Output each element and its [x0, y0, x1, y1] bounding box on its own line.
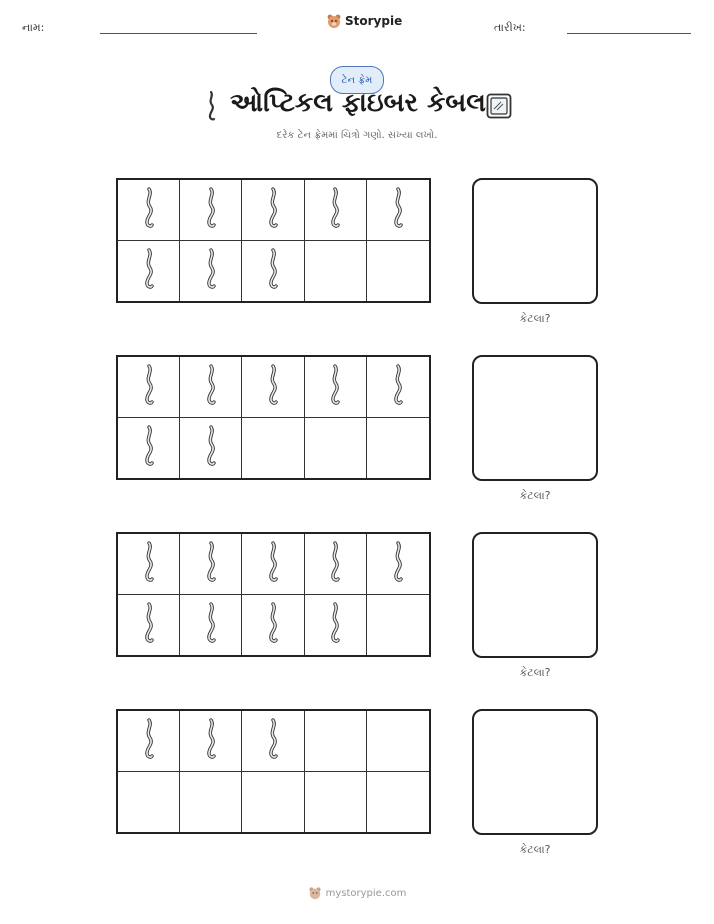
frame-cell [242, 241, 304, 302]
cable-icon [327, 601, 343, 649]
frame-cell [305, 595, 367, 656]
frame-cell [305, 241, 367, 302]
cable-icon [141, 540, 157, 588]
brand-logo [326, 13, 402, 29]
frame-cell [367, 241, 429, 302]
cable-icon [327, 186, 343, 234]
frame-cell [242, 357, 304, 418]
answer-box-2[interactable] [472, 355, 598, 481]
frame-cell [305, 711, 367, 772]
how-many-label-4: કેટલા? [519, 843, 551, 856]
date-line[interactable] [567, 33, 691, 34]
instruction-text: દરેક ટેન ફ્રેમમાં ચિત્રો ગણો. સંખ્યા લખો. [276, 130, 438, 141]
cable-icon [390, 363, 406, 411]
frame-cell [118, 241, 180, 302]
frame-cell [367, 595, 429, 656]
frame-cell [242, 418, 304, 479]
frame-cell [242, 180, 304, 241]
cable-icon [390, 186, 406, 234]
frame-cell [118, 357, 180, 418]
cable-icon [265, 717, 281, 765]
cable-icon [265, 540, 281, 588]
how-many-label-1: કેટલા? [519, 312, 551, 325]
ten-frame-1 [116, 178, 431, 303]
frame-icon [486, 93, 512, 119]
frame-cell [180, 772, 242, 833]
frame-cell [367, 180, 429, 241]
cable-icon [206, 90, 218, 122]
footer-url: mystorypie.com [325, 887, 407, 899]
cable-icon [265, 601, 281, 649]
frame-cell [367, 534, 429, 595]
cable-icon [203, 717, 219, 765]
cable-icon [203, 186, 219, 234]
frame-cell [242, 534, 304, 595]
frame-cell [180, 180, 242, 241]
cable-icon [203, 540, 219, 588]
frame-cell [118, 534, 180, 595]
frame-cell [180, 595, 242, 656]
frame-cell [305, 180, 367, 241]
frame-cell [118, 772, 180, 833]
frame-cell [118, 418, 180, 479]
footer [0, 886, 714, 900]
brand-name: Storypie [345, 14, 403, 28]
cable-icon [265, 363, 281, 411]
frame-cell [180, 534, 242, 595]
frame-cell [118, 595, 180, 656]
frame-cell [367, 418, 429, 479]
answer-box-1[interactable] [472, 178, 598, 304]
frame-cell [367, 357, 429, 418]
frame-cell [305, 534, 367, 595]
frame-cell [180, 241, 242, 302]
cable-icon [141, 363, 157, 411]
name-line[interactable] [100, 33, 257, 34]
cable-icon [203, 247, 219, 295]
frame-cell [180, 418, 242, 479]
frame-cell [367, 772, 429, 833]
page-title: ઓપ્ટિકલ ફાઇબર કેબલ [230, 88, 486, 118]
frame-cell [242, 711, 304, 772]
frame-cell [305, 772, 367, 833]
frame-cell [305, 418, 367, 479]
cable-icon [141, 186, 157, 234]
frame-cell [242, 772, 304, 833]
bear-icon [308, 886, 322, 900]
cable-icon [141, 601, 157, 649]
how-many-label-3: કેટલા? [519, 666, 551, 679]
frame-cell [242, 595, 304, 656]
frame-cell [118, 711, 180, 772]
answer-box-4[interactable] [472, 709, 598, 835]
cable-icon [203, 363, 219, 411]
frame-cell [305, 357, 367, 418]
how-many-label-2: કેટલા? [519, 489, 551, 502]
cable-icon [203, 424, 219, 472]
answer-box-3[interactable] [472, 532, 598, 658]
cable-icon [327, 540, 343, 588]
frame-cell [180, 711, 242, 772]
cable-icon [265, 247, 281, 295]
cable-icon [265, 186, 281, 234]
date-label: તારીખ: [494, 21, 526, 34]
cable-icon [327, 363, 343, 411]
ten-frame-badge: ટેન ફ્રેમ [330, 66, 384, 94]
cable-icon [203, 601, 219, 649]
ten-frame-2 [116, 355, 431, 480]
ten-frame-4 [116, 709, 431, 834]
frame-cell [180, 357, 242, 418]
cable-icon [141, 424, 157, 472]
bear-icon [326, 13, 342, 29]
ten-frame-3 [116, 532, 431, 657]
cable-icon [141, 247, 157, 295]
cable-icon [390, 540, 406, 588]
cable-icon [141, 717, 157, 765]
frame-cell [118, 180, 180, 241]
name-label: નામ: [22, 21, 45, 34]
frame-cell [367, 711, 429, 772]
